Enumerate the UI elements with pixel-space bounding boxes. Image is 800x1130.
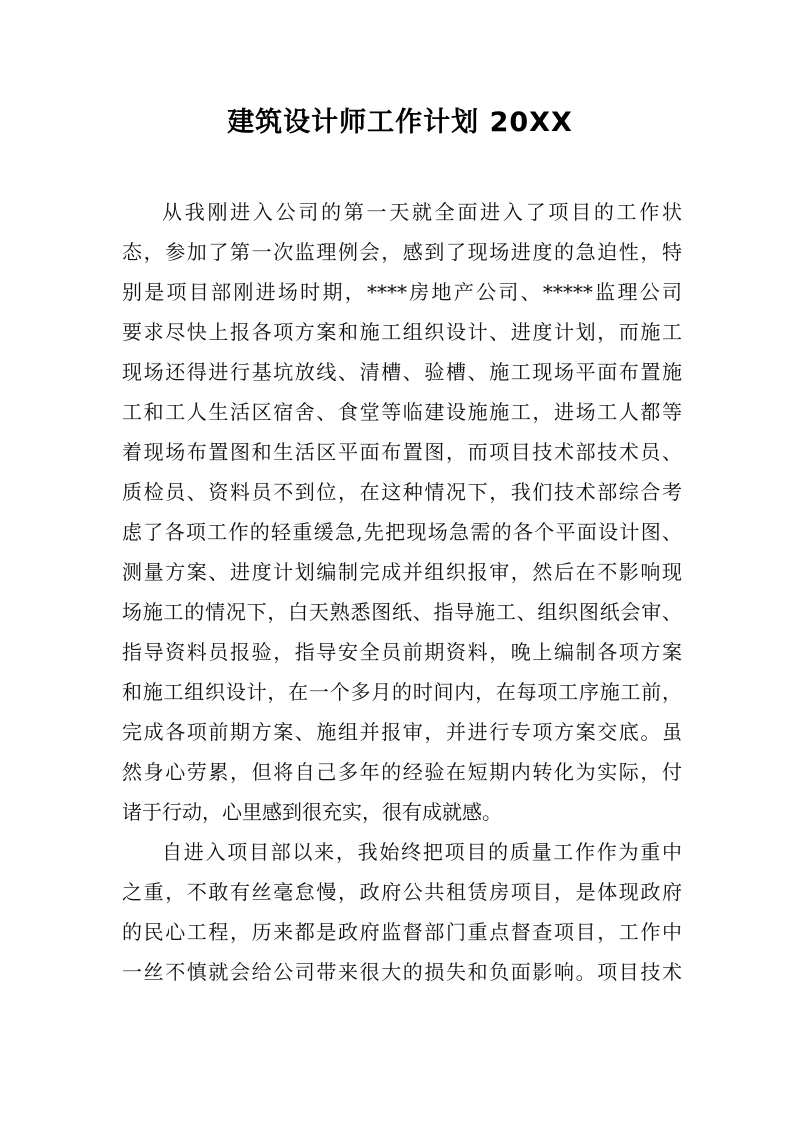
text-line: 虑了各项工作的轻重缓急,先把现场急需的各个平面设计图、 bbox=[122, 520, 682, 544]
text-line: 质检员、资料员不到位，在这种情况下，我们技术部综合考 bbox=[122, 480, 682, 504]
text-line: 之重，不敢有丝毫怠慢，政府公共租赁房项目，是体现政府 bbox=[122, 880, 682, 904]
text-line: 着现场布置图和生活区平面布置图，而项目技术部技术员、 bbox=[122, 440, 682, 464]
text-line: 测量方案、进度计划编制完成并组织报审，然后在不影响现 bbox=[122, 560, 682, 584]
text-line: 现场还得进行基坑放线、清槽、验槽、施工现场平面布置施 bbox=[122, 360, 682, 384]
paragraph-2 bbox=[122, 832, 682, 992]
text-line: 和施工组织设计，在一个多月的时间内，在每项工序施工前， bbox=[122, 680, 682, 704]
document-body bbox=[122, 192, 682, 992]
paragraph-1 bbox=[122, 192, 682, 832]
text-line: 要求尽快上报各项方案和施工组织设计、进度计划，而施工 bbox=[122, 320, 682, 344]
text-line: 自进入项目部以来，我始终把项目的质量工作作为重中 bbox=[162, 840, 682, 864]
text-line: 指导资料员报验，指导安全员前期资料，晚上编制各项方案 bbox=[122, 640, 682, 664]
document-title: 建筑设计师工作计划 20XX bbox=[227, 107, 573, 138]
text-line: 场施工的情况下，白天熟悉图纸、指导施工、组织图纸会审、 bbox=[122, 600, 682, 624]
text-line: 诸于行动，心里感到很充实，很有成就感。 bbox=[122, 800, 502, 824]
text-line: 工和工人生活区宿舍、食堂等临建设施施工，进场工人都等 bbox=[122, 400, 682, 424]
text-line: 完成各项前期方案、施组并报审，并进行专项方案交底。虽 bbox=[122, 720, 682, 744]
text-line: 从我刚进入公司的第一天就全面进入了项目的工作状 bbox=[162, 200, 682, 224]
text-line: 一丝不慎就会给公司带来很大的损失和负面影响。项目技术 bbox=[122, 960, 682, 984]
text-line: 的民心工程，历来都是政府监督部门重点督查项目，工作中 bbox=[122, 920, 682, 944]
text-line: 态，参加了第一次监理例会，感到了现场进度的急迫性，特 bbox=[122, 240, 682, 264]
text-line: 然身心劳累，但将自己多年的经验在短期内转化为实际，付 bbox=[122, 760, 682, 784]
text-line: 别是项目部刚进场时期，****房地产公司、*****监理公司 bbox=[122, 280, 682, 304]
